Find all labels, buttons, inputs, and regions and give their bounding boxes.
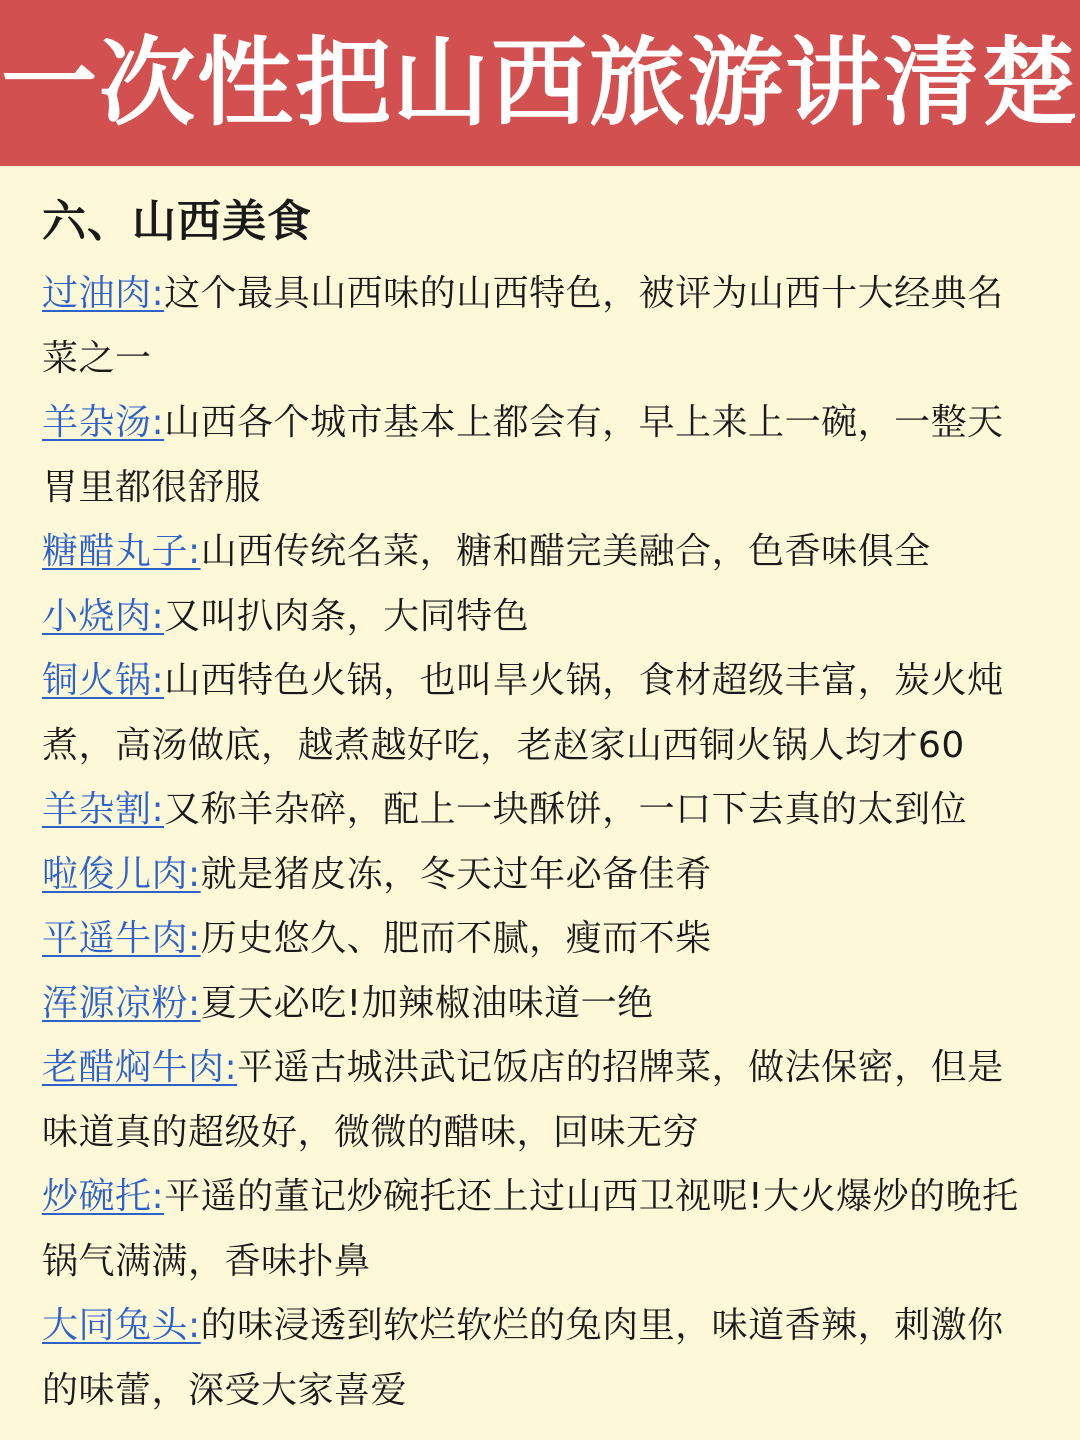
- section-heading: 六、山西美食: [42, 196, 312, 247]
- food-link[interactable]: 炒碗托:: [42, 1176, 165, 1217]
- food-link[interactable]: 羊杂割:: [42, 789, 165, 830]
- food-link[interactable]: 小烧肉:: [42, 595, 165, 637]
- food-link[interactable]: 啦俊儿肉:: [42, 853, 201, 895]
- food-description: 就是猪皮冻，冬天过年必备佳肴: [200, 853, 712, 895]
- food-link[interactable]: 羊杂汤:: [42, 402, 165, 443]
- food-description: 平遥的董记炒碗托还上过山西卫视呢!大火爆炒的晚托锅气满满，香味扑鼻: [42, 1176, 1019, 1282]
- food-description: 又称羊杂碎，配上一块酥饼，一口下去真的太到位: [164, 789, 968, 830]
- list-item: [42, 520, 1038, 585]
- food-link[interactable]: 平遥牛肉:: [42, 918, 201, 959]
- food-description: 山西各个城市基本上都会有，早上来上一碗，一整天胃里都很舒服: [42, 402, 1004, 508]
- food-description: 山西特色火锅，也叫旱火锅，食材超级丰富，炭火炖煮，高汤做底，越煮越好吃，老赵家山西铜火锅人均才60: [42, 660, 1004, 766]
- list-item: [42, 778, 1038, 843]
- list-item: [42, 1294, 1038, 1423]
- list-item: [42, 262, 1038, 391]
- food-description: 平遥古城洪武记饭店的招牌菜，做法保密，但是味道真的超级好，微微的醋味，回味无穷: [42, 1047, 1004, 1153]
- food-description: 夏天必吃!加辣椒油味道一绝: [200, 982, 654, 1024]
- list-item: [42, 649, 1038, 778]
- list-item: [42, 843, 1038, 908]
- food-description: 又叫扒肉条，大同特色: [164, 595, 530, 637]
- list-item: [42, 1165, 1038, 1294]
- food-link[interactable]: 铜火锅:: [42, 660, 165, 701]
- list-item: [42, 907, 1038, 972]
- list-item: [42, 972, 1038, 1037]
- food-list: [42, 262, 1038, 1423]
- list-item: [42, 585, 1038, 650]
- page-title: 一次性把山西旅游讲清楚: [1, 27, 1079, 139]
- list-item: [42, 391, 1038, 520]
- food-description: 山西传统名菜，糖和醋完美融合，色香味俱全: [200, 531, 931, 572]
- food-link[interactable]: 糖醋丸子:: [42, 531, 201, 572]
- food-link[interactable]: 大同兔头:: [42, 1305, 201, 1346]
- food-description: 历史悠久、肥而不腻，瘦而不柴: [200, 918, 712, 959]
- list-item: [42, 1036, 1038, 1165]
- food-link[interactable]: 浑源凉粉:: [42, 982, 201, 1024]
- food-link[interactable]: 老醋焖牛肉:: [42, 1047, 238, 1088]
- food-link[interactable]: 过油肉:: [42, 273, 165, 314]
- food-description: 的味浸透到软烂软烂的兔肉里，味道香辣，刺激你的味蕾，深受大家喜爱: [42, 1305, 1004, 1411]
- title-banner: [0, 0, 1080, 166]
- food-description: 这个最具山西味的山西特色，被评为山西十大经典名菜之一: [42, 273, 1004, 379]
- main-content: [0, 192, 1080, 1423]
